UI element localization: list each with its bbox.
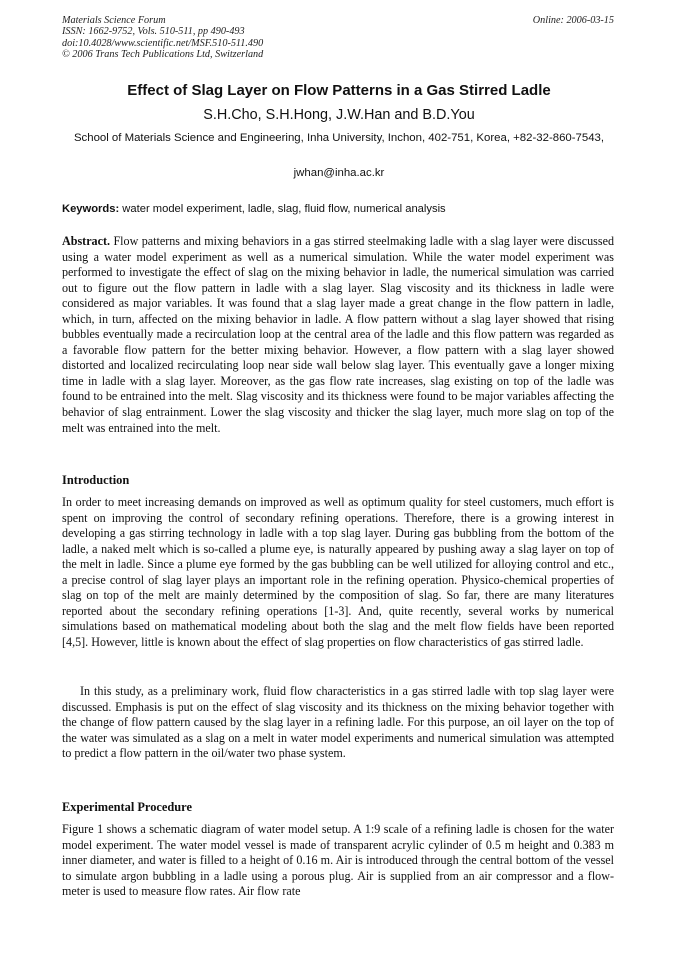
keywords-label: Keywords: — [62, 203, 120, 215]
keywords-line — [62, 202, 614, 216]
paper-authors: S.H.Cho, S.H.Hong, J.W.Han and B.D.You — [203, 107, 475, 123]
journal-header — [62, 15, 614, 60]
copyright-line: © 2006 Trans Tech Publications Ltd, Switzerland — [62, 48, 264, 60]
doi-line: doi:10.4028/www.scientific.net/MSF.510-511.490 — [62, 37, 264, 49]
author-affiliation: School of Materials Science and Engineering, Inha University, Inchon, 402-751, Korea, +82-32-860-7543, — [73, 132, 605, 144]
introduction-paragraph-1: In order to meet increasing demands on improved as well as optimum quality for steel customers, much effort is spent on improving the control of secondary refining operations. Therefore, there is a growing interest in developing a gas stirring technology in ladle with a top slag layer. During gas bubbling from the bottom of the ladle, a naked melt which is so-called a plume eye, is naturally appeared by pushing away a slag layer on top of the melt in ladle. Since a plume eye formed by the gas bubbling can be well utilized for alloying control and etc., a precise control of slag layer plays an important role in the refining operation. Physico-chemical properties of slag on top of the melt are mainly determined by the composition of slag. So far, there are many literatures reported about the secondary refining operations [1-3]. And, quite recently, several works by numerical simulations based on mathematical modeling about both the slag and the melt flow fields have been reported [4,5]. However, little is known about the effect of slag properties on flow characteristics of gas stirred ladle. — [62, 495, 614, 649]
abstract-paragraph — [62, 234, 614, 436]
issn-line: ISSN: 1662-9752, Vols. 510-511, pp 490-493 — [62, 26, 245, 38]
experimental-heading: Experimental Procedure — [62, 800, 192, 814]
abstract-label: Abstract. — [62, 234, 111, 248]
abstract-text: Flow patterns and mixing behaviors in a gas stirred steelmaking ladle with a slag layer were discussed using a water model experiment as well as a numerical simulation. While the water model experiment was performed to investigate the effect of slag on the mixing behavior in ladle, the numerical simulation was carried out to figure out the flow pattern in ladle with a slag layer. Slag viscosity and its thickness in ladle were considered as major variables. It was found that a slag layer made a great change in the flow pattern in ladle, which, in turn, affected on the mixing behavior in ladle. A flow pattern without a slag layer showed that rising bubbles eventually made a recirculation loop at the central area of the ladle and this flow pattern was regarded as a favorable flow pattern for the better mixing behavior. However, a flow pattern with a slag layer showed distorted and localized recirculating loop near side wall below slag layer. This eventually gave a longer mixing time in ladle with a slag layer. Moreover, as the gas flow rate increases, slag existing on top of the ladle was found to be entrained into the melt. Slag viscosity and its thickness were found to be major variables affecting the behavior of slag entrainment. Lower the slag viscosity and thicker the slag layer, much more slag on top of the melt was entrained into the melt. — [62, 234, 614, 435]
introduction-heading: Introduction — [62, 473, 130, 487]
paper-title: Effect of Slag Layer on Flow Patterns in a Gas Stirred Ladle — [127, 82, 551, 99]
experimental-paragraph-1: Figure 1 shows a schematic diagram of water model setup. A 1:9 scale of a refining ladle is chosen for the water model experiment. The water model vessel is made of transparent acrylic cylinder of 0.5 m height and 0.383 m inner diameter, and water is filled to a height of 0.16 m. Air is introduced through the central bottom of the vessel to simulate argon bubbling in a ladle using a porous plug. Air is supplied from an air compressor and a flow-meter is used to measure flow rates. Air flow rate — [62, 822, 614, 899]
journal-name: Materials Science Forum — [62, 15, 166, 26]
keywords-text: water model experiment, ladle, slag, fluid flow, numerical analysis — [119, 203, 446, 215]
introduction-paragraph-2: In this study, as a preliminary work, fluid flow characteristics in a gas stirred ladle with top slag layer were discussed. Emphasis is put on the effect of slag viscosity and its thickness on the mixing behavior together with the change of flow pattern caused by the slag layer in a refining ladle. For this purpose, an oil layer on the top of the water was simulated as a slag on a melt in water model experiments and numerical simulation was attempted to predict a flow pattern in the oil/water two phase system. — [62, 684, 614, 761]
online-date: Online: 2006-03-15 — [532, 15, 614, 26]
author-email: jwhan@inha.ac.kr — [293, 167, 385, 179]
